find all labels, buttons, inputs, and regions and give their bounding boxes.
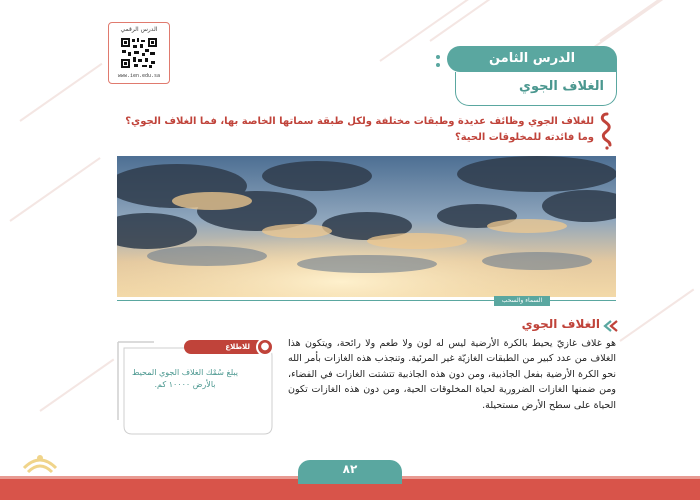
info-box-text: يبلغ سُمْك الغلاف الجوي المحيط بالأرض ١٠٠٠٠ كم. bbox=[131, 368, 239, 389]
header-dot bbox=[436, 55, 440, 59]
background-decoration bbox=[619, 289, 694, 342]
double-chevron-icon bbox=[602, 320, 618, 332]
photo-caption: السماء والسحب bbox=[494, 296, 550, 306]
background-decoration bbox=[19, 63, 102, 122]
qr-url: www.ien.edu.sa bbox=[117, 73, 161, 79]
lesson-title-box bbox=[455, 72, 617, 106]
header-dot bbox=[436, 63, 440, 67]
user-book-icon: ● bbox=[256, 338, 274, 356]
section-body: هو غلاف غازيّ يحيط بالكرة الأرضية ليس له لون ولا طعم ولا رائحة، ويتكون هذا الغلاف من عدد كبير من الطبقات الغازيّة غير المرئية. وتنجذب هذه الغازات بأمر الله نحو الكرة الأرضية بفعل الجاذبية، ومن دون هذه الجاذبية تتشتت الغازات في الفضاء، ومن ضمنها الغازات الضرورية لحياة المخلوقات الحية، ومن دون هذه الغازات تكون الحياة على سطح الأرض مستحيلة. bbox=[288, 338, 616, 411]
section-title: الغلاف الجوي bbox=[521, 317, 600, 331]
hook-question-icon bbox=[598, 112, 616, 150]
qr-label: الدرس الرقمي bbox=[120, 26, 158, 33]
lesson-number: الدرس الثامن bbox=[447, 46, 617, 72]
page-number: ٨٢ bbox=[342, 462, 358, 476]
background-decoration bbox=[429, 0, 520, 42]
qr-code-icon bbox=[120, 37, 158, 69]
ministry-logo-icon bbox=[20, 448, 60, 476]
lesson-header bbox=[447, 46, 617, 106]
lesson-title: الغلاف الجوي bbox=[519, 79, 604, 94]
digital-lesson-qr-card[interactable] bbox=[108, 22, 170, 84]
background-decoration bbox=[9, 157, 100, 222]
background-decoration bbox=[599, 0, 690, 42]
sky-clouds-photo bbox=[117, 156, 616, 297]
info-badge-label: للاطلاع bbox=[225, 343, 250, 351]
intro-question: للغلاف الجوي وظائف عديدة وطبقات مختلفة ولكل طبقة سماتها الخاصة بها، فما الغلاف الجوي؟ وما فائدته للمخلوقات الحية؟ bbox=[125, 116, 594, 143]
background-decoration bbox=[39, 359, 114, 412]
